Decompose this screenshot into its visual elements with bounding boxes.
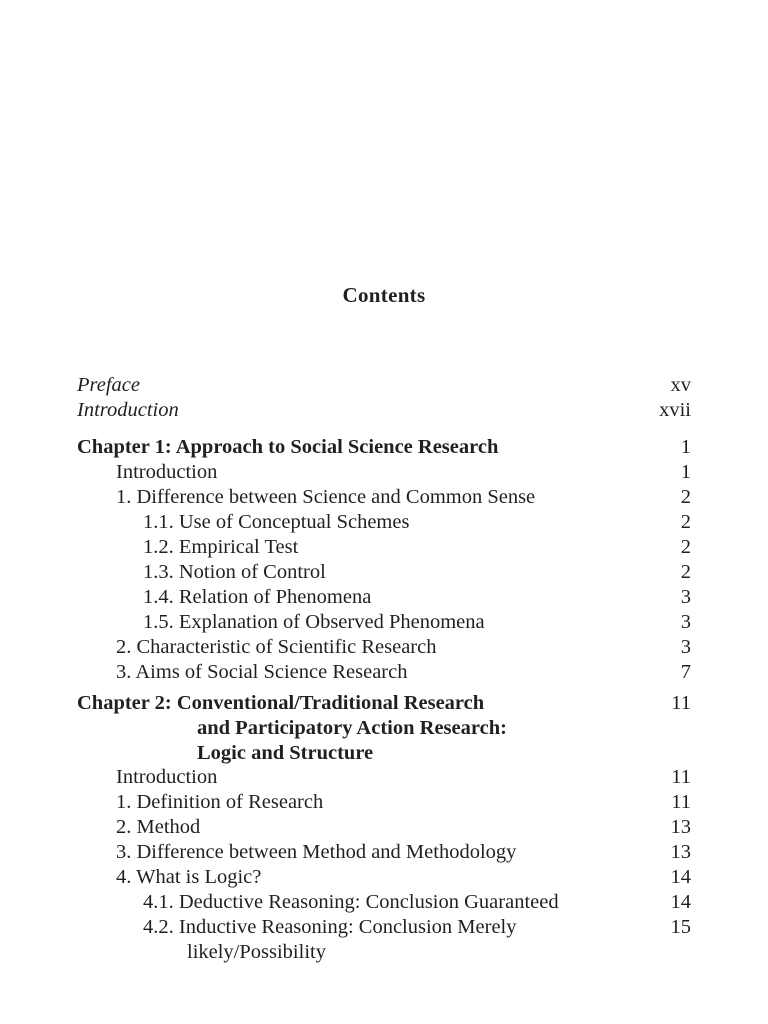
toc-entry[interactable] [0, 485, 768, 510]
toc-entry-label: 2. Method [116, 816, 201, 838]
chapter-heading: Chapter 1: Approach to Social Science Research [77, 436, 499, 458]
toc-entry[interactable] [0, 660, 768, 685]
toc-entry-page: 3 [680, 611, 691, 633]
toc-entry-label: likely/Possibility [187, 941, 326, 963]
toc-entry-label: 4.1. Deductive Reasoning: Conclusion Guaranteed [143, 891, 559, 913]
toc-entry-page: 2 [680, 561, 691, 583]
toc-entry-page: 11 [671, 766, 691, 788]
toc-chapter-1-heading[interactable] [0, 435, 768, 460]
toc-entry-label: Preface [77, 374, 140, 396]
toc-entry-label: 4. What is Logic? [116, 866, 262, 888]
toc-entry-page: xv [670, 374, 691, 396]
toc-entry-continuation [0, 940, 768, 965]
toc-entry-label: 4.2. Inductive Reasoning: Conclusion Merely [143, 916, 517, 938]
toc-entry[interactable] [0, 890, 768, 915]
toc-chapter-2-heading-cont [0, 741, 768, 766]
page-title: Contents [342, 283, 426, 307]
chapter-heading: Chapter 2: Conventional/Traditional Research [77, 692, 485, 714]
toc-entry[interactable] [0, 840, 768, 865]
toc-entry-label: 2. Characteristic of Scientific Research [116, 636, 437, 658]
toc-entry[interactable] [0, 560, 768, 585]
toc-entry[interactable] [0, 635, 768, 660]
toc-entry-label: 1.1. Use of Conceptual Schemes [143, 511, 410, 533]
toc-entry-page: 11 [671, 692, 691, 714]
toc-entry-page: 14 [670, 866, 691, 888]
toc-entry-label: 3. Aims of Social Science Research [116, 661, 408, 683]
toc-entry-page: 7 [680, 661, 691, 683]
toc-entry-page: 2 [680, 486, 691, 508]
toc-entry-label: Introduction [116, 461, 218, 483]
toc-entry[interactable] [0, 585, 768, 610]
toc-entry-page: 3 [680, 636, 691, 658]
toc-entry-page: 1 [680, 436, 691, 458]
toc-entry-introduction[interactable] [0, 398, 768, 423]
toc-entry-label: 1.5. Explanation of Observed Phenomena [143, 611, 485, 633]
toc-entry[interactable] [0, 865, 768, 890]
toc-entry[interactable] [0, 765, 768, 790]
toc-entry-label: 1. Definition of Research [116, 791, 324, 813]
toc-entry-label: 1. Difference between Science and Common Sense [116, 486, 536, 508]
toc-entry[interactable] [0, 610, 768, 635]
toc-chapter-2-heading[interactable] [0, 691, 768, 716]
toc-entry-label: 1.2. Empirical Test [143, 536, 299, 558]
toc-entry-page: 15 [670, 916, 691, 938]
toc-entry-label: Introduction [77, 399, 179, 421]
toc-entry-label: 3. Difference between Method and Methodology [116, 841, 517, 863]
toc-entry-page: 2 [680, 511, 691, 533]
toc-entry-label: 1.3. Notion of Control [143, 561, 326, 583]
toc-entry[interactable] [0, 460, 768, 485]
toc-entry[interactable] [0, 510, 768, 535]
toc-chapter-2-heading-cont [0, 716, 768, 741]
toc-entry[interactable] [0, 915, 768, 940]
toc-entry-label: 1.4. Relation of Phenomena [143, 586, 372, 608]
toc-entry-page: 1 [680, 461, 691, 483]
toc-entry-page: 11 [671, 791, 691, 813]
chapter-heading: Logic and Structure [197, 742, 374, 764]
chapter-heading: and Participatory Action Research: [197, 717, 507, 739]
toc-entry-page: xvii [659, 399, 691, 421]
toc-entry[interactable] [0, 535, 768, 560]
toc-entry-page: 13 [670, 841, 691, 863]
toc-entry[interactable] [0, 815, 768, 840]
toc-entry-page: 13 [670, 816, 691, 838]
toc-entry-page: 3 [680, 586, 691, 608]
toc-entry[interactable] [0, 790, 768, 815]
toc-entry-page: 14 [670, 891, 691, 913]
toc-entry-page: 2 [680, 536, 691, 558]
toc-entry-label: Introduction [116, 766, 218, 788]
toc-entry-preface[interactable] [0, 373, 768, 398]
